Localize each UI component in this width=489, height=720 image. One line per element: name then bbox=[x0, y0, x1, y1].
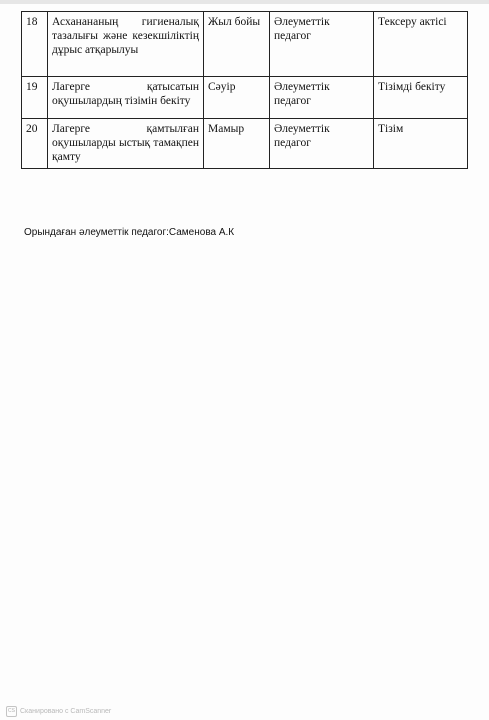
table-row bbox=[22, 119, 468, 169]
plan-table bbox=[21, 11, 468, 169]
table-row bbox=[22, 77, 468, 119]
task-cell: Лагерге қамтылған оқушыларды ыстық тамақпен қамту bbox=[48, 119, 204, 169]
table-row bbox=[22, 12, 468, 77]
form-cell: Тізім bbox=[374, 119, 468, 169]
task-cell: Лагерге қатысатын оқушылардың тізімін бекіту bbox=[48, 77, 204, 119]
row-number: 18 bbox=[22, 12, 48, 77]
form-cell: Тізімді бекіту bbox=[374, 77, 468, 119]
task-cell: Асханананың гигиеналық тазалығы және кезекшіліктің дұрыс атқарылуы bbox=[48, 12, 204, 77]
responsible-cell: Әлеуметтік педагог bbox=[270, 12, 374, 77]
watermark-text: Сканировано с CamScanner bbox=[20, 708, 112, 715]
scanner-watermark bbox=[6, 706, 111, 717]
form-cell: Тексеру актісі bbox=[374, 12, 468, 77]
signature-line: Орындаған әлеуметтік педагог:Саменова А.К bbox=[24, 227, 235, 238]
period-cell: Жыл бойы bbox=[204, 12, 270, 77]
period-cell: Мамыр bbox=[204, 119, 270, 169]
row-number: 20 bbox=[22, 119, 48, 169]
period-cell: Сәуір bbox=[204, 77, 270, 119]
page-edge bbox=[0, 0, 489, 4]
row-number: 19 bbox=[22, 77, 48, 119]
responsible-cell: Әлеуметтік педагог bbox=[270, 77, 374, 119]
responsible-cell: Әлеуметтік педагог bbox=[270, 119, 374, 169]
camscanner-logo-icon: CS bbox=[6, 706, 17, 717]
